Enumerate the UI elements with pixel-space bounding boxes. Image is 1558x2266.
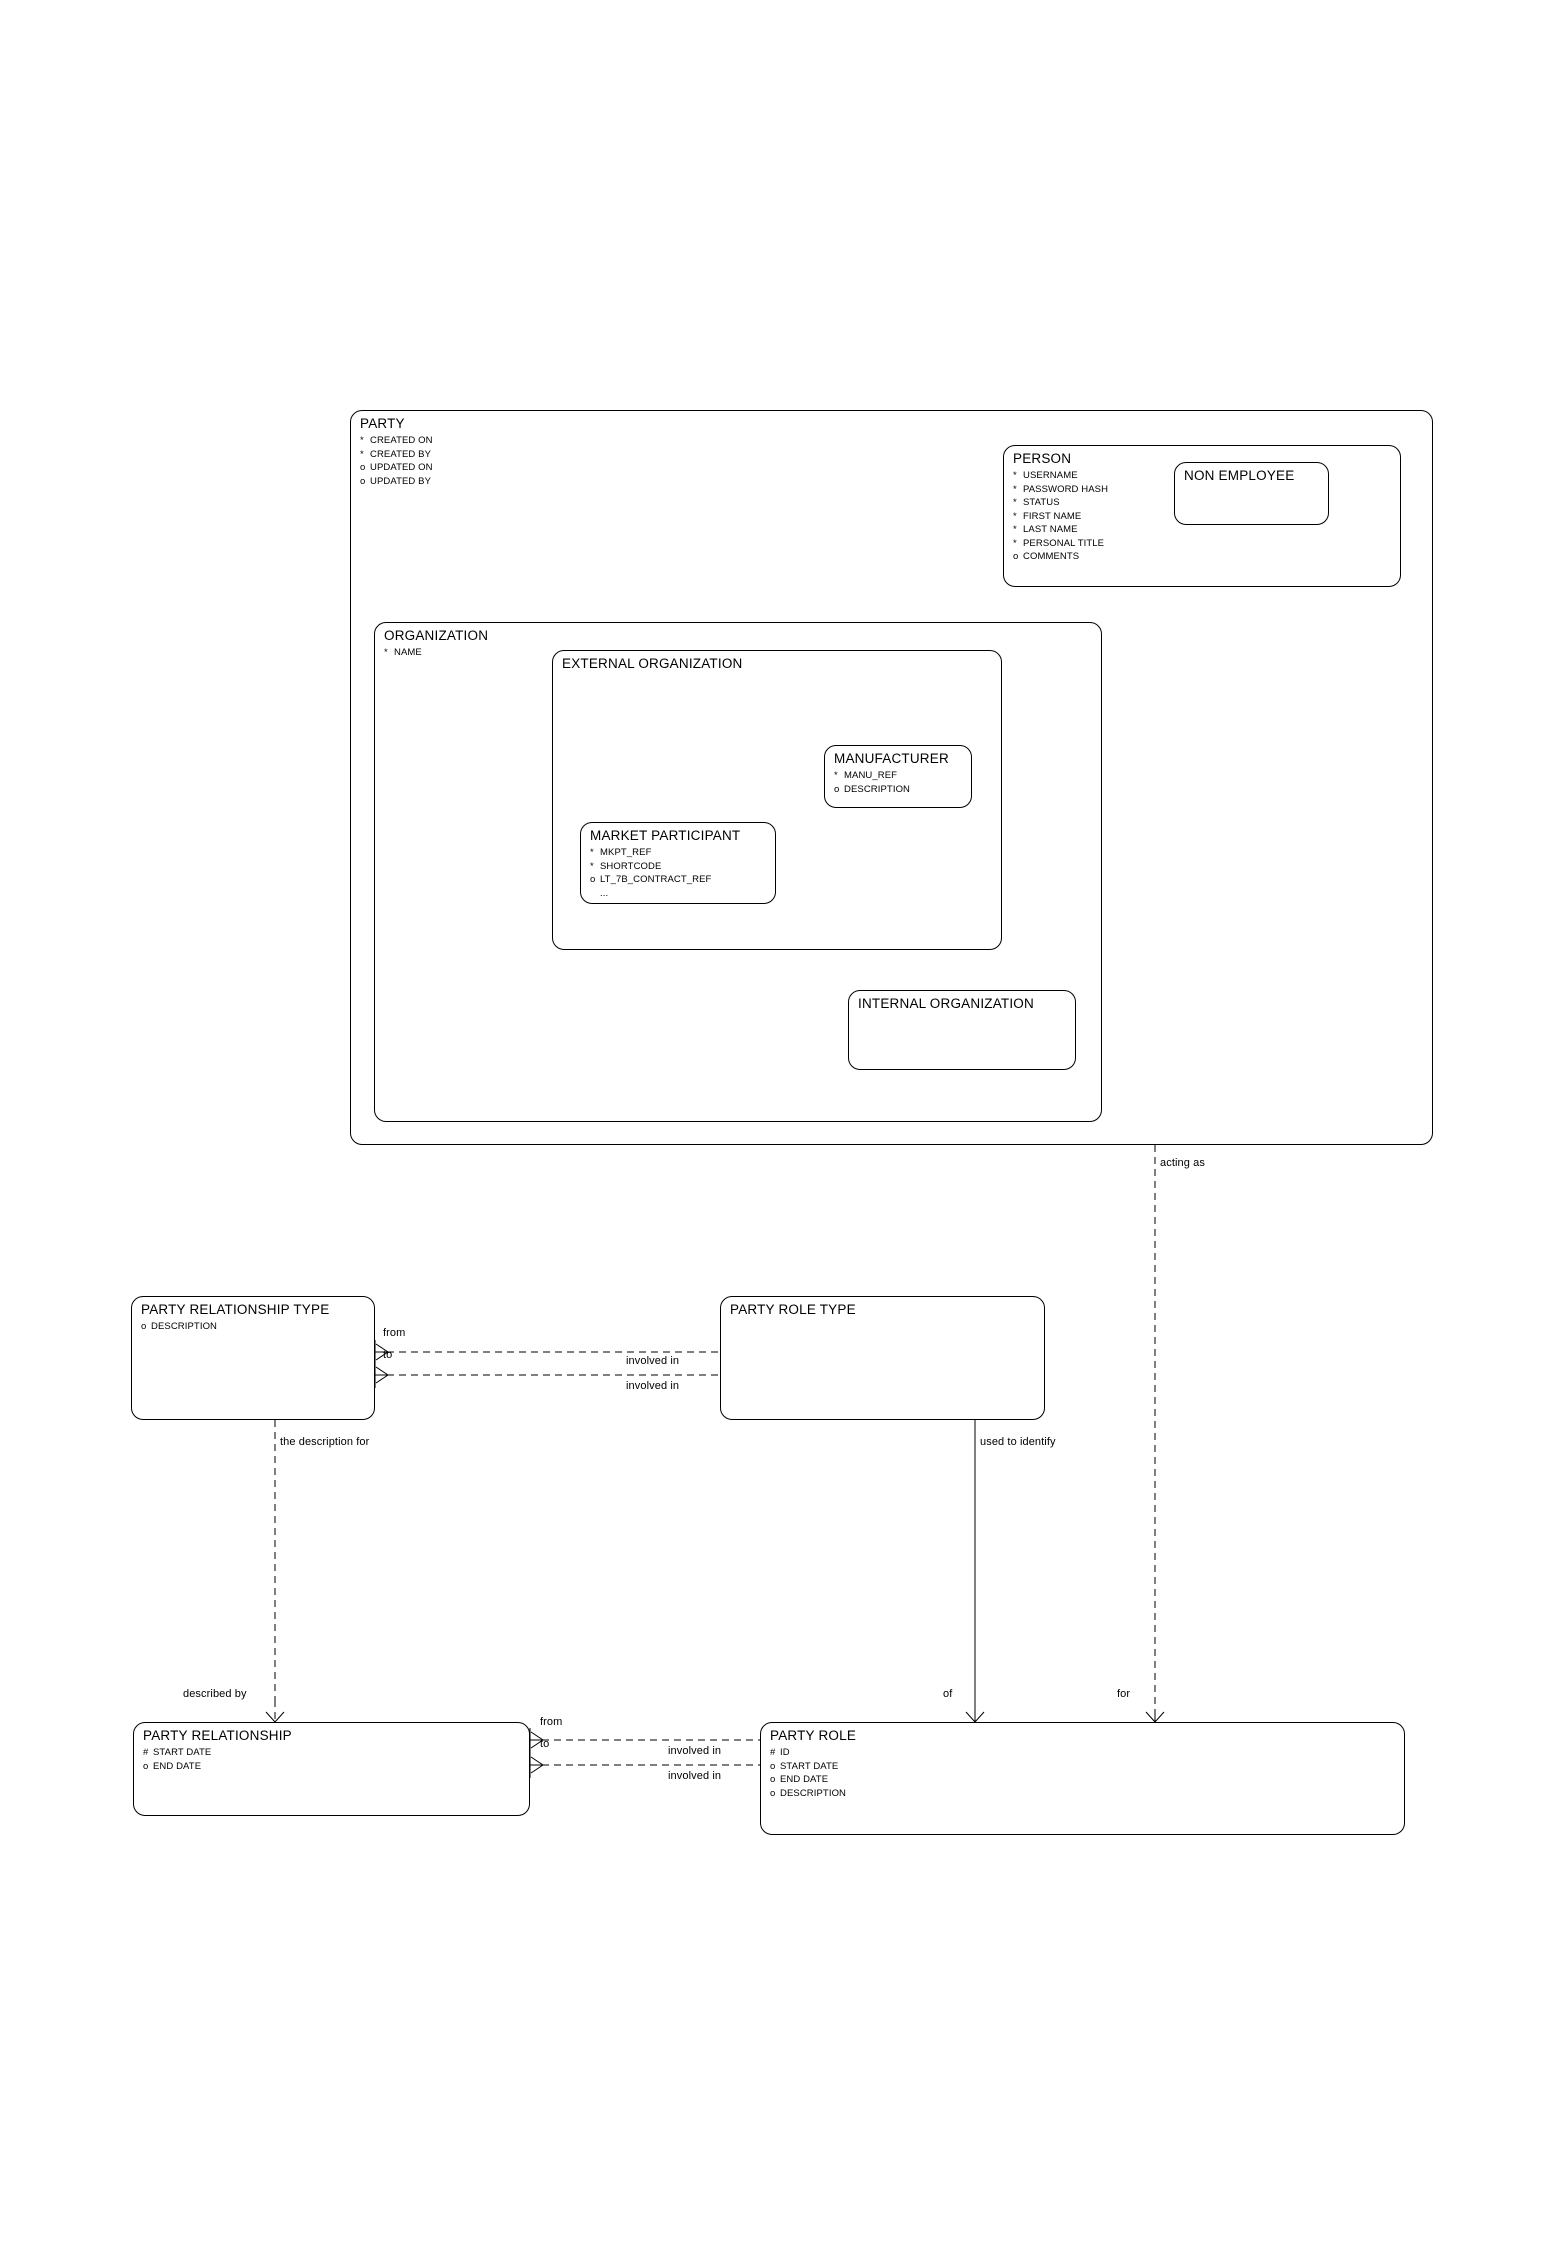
entity-party-role-type[interactable] (720, 1296, 1045, 1420)
entity-manufacturer-title: MANUFACTURER (834, 751, 949, 766)
attr-label: LAST NAME (1023, 524, 1078, 535)
entity-manufacturer[interactable] (824, 745, 972, 808)
relationship-label-acting-as: acting as (1160, 1157, 1205, 1169)
attr-label: START DATE (780, 1760, 839, 1772)
entity-party-relationship-type[interactable] (131, 1296, 375, 1420)
entity-party-role-title: PARTY ROLE (770, 1728, 857, 1743)
relationship-label-from-rel: from (540, 1716, 563, 1728)
entity-party-title: PARTY (360, 416, 405, 431)
attr-label: DESCRIPTION (780, 1787, 847, 1799)
entity-external-organization-title: EXTERNAL ORGANIZATION (562, 656, 743, 671)
attr-label: USERNAME (1023, 470, 1078, 481)
relationship-label-to-type: to (383, 1349, 393, 1361)
entity-party-relationship[interactable] (133, 1722, 530, 1816)
entity-non-employee[interactable] (1174, 462, 1329, 525)
attr-label: CREATED ON (370, 435, 433, 446)
attr-label: PASSWORD HASH (1023, 483, 1109, 495)
entity-party-attributes: * CREATED ON * CREATED BY o UPDATED ON o UPDATED BY (360, 435, 433, 487)
entity-organization-title: ORGANIZATION (384, 628, 489, 643)
relationship-label-of: of (943, 1688, 953, 1700)
relationship-label-described-by: described by (183, 1688, 247, 1700)
relationship-label-involved-in-type-1: involved in (626, 1355, 680, 1367)
attr-label: SHORTCODE (600, 860, 662, 872)
entity-party-relationship-type-title: PARTY RELATIONSHIP TYPE (141, 1302, 330, 1317)
relationship-label-used-to-identify: used to identify (980, 1436, 1056, 1448)
attr-label: UPDATED BY (370, 475, 432, 487)
entity-party-relationship-attributes: # START DATE o END DATE (143, 1747, 212, 1772)
entity-manufacturer-attributes: * MANU_REF o DESCRIPTION (834, 770, 911, 795)
entity-internal-organization-title: INTERNAL ORGANIZATION (858, 996, 1034, 1011)
attr-label: STATUS (1023, 497, 1060, 508)
attr-label: LT_7B_CONTRACT_REF (600, 874, 712, 885)
entity-non-employee-title: NON EMPLOYEE (1184, 468, 1295, 483)
relationship-label-to-rel: to (540, 1738, 550, 1750)
entity-person-title: PERSON (1013, 451, 1072, 466)
entity-person-attributes: * USERNAME * PASSWORD HASH * STATUS * FIRST NAME * LAST NAME * PERSONAL TITLE o COMMENTS (1013, 470, 1109, 562)
attr-label: END DATE (780, 1774, 829, 1785)
entity-party-role[interactable] (760, 1722, 1405, 1835)
entity-party-role-type-title: PARTY ROLE TYPE (730, 1302, 856, 1317)
entity-market-participant-title: MARKET PARTICIPANT (590, 828, 741, 843)
attr-label: NAME (394, 647, 422, 658)
attr-label: DESCRIPTION (844, 783, 911, 795)
attr-label: END DATE (153, 1760, 202, 1772)
entity-market-participant[interactable] (580, 822, 776, 904)
entity-organization-attributes: * NAME (384, 647, 422, 658)
relationship-label-involved-in-rel-2: involved in (668, 1770, 722, 1782)
attr-label: CREATED BY (370, 448, 432, 460)
attr-label: ... (600, 887, 609, 899)
attr-label: DESCRIPTION (151, 1321, 218, 1332)
attr-label: START DATE (153, 1747, 212, 1758)
relationship-label-involved-in-type-2: involved in (626, 1380, 680, 1392)
entity-market-participant-attributes: * MKPT_REF * SHORTCODE o LT_7B_CONTRACT_REF ... (590, 847, 712, 899)
entity-internal-organization[interactable] (848, 990, 1076, 1070)
attr-label: COMMENTS (1023, 551, 1080, 562)
entity-party-role-attributes: # ID o START DATE o END DATE o DESCRIPTION (770, 1747, 847, 1799)
entity-party-relationship-title: PARTY RELATIONSHIP (143, 1728, 292, 1743)
attr-label: UPDATED ON (370, 462, 433, 473)
entity-party-relationship-type-attributes: o DESCRIPTION (141, 1321, 218, 1332)
attr-label: MKPT_REF (600, 847, 652, 858)
attr-label: FIRST NAME (1023, 510, 1082, 522)
attr-label: ID (780, 1747, 790, 1758)
relationship-label-involved-in-rel-1: involved in (668, 1745, 722, 1757)
attr-label: MANU_REF (844, 770, 898, 781)
relationship-label-the-description-for: the description for (280, 1436, 370, 1448)
relationship-label-for: for (1117, 1688, 1131, 1700)
relationship-label-from-type: from (383, 1327, 406, 1339)
attr-label: PERSONAL TITLE (1023, 537, 1105, 549)
